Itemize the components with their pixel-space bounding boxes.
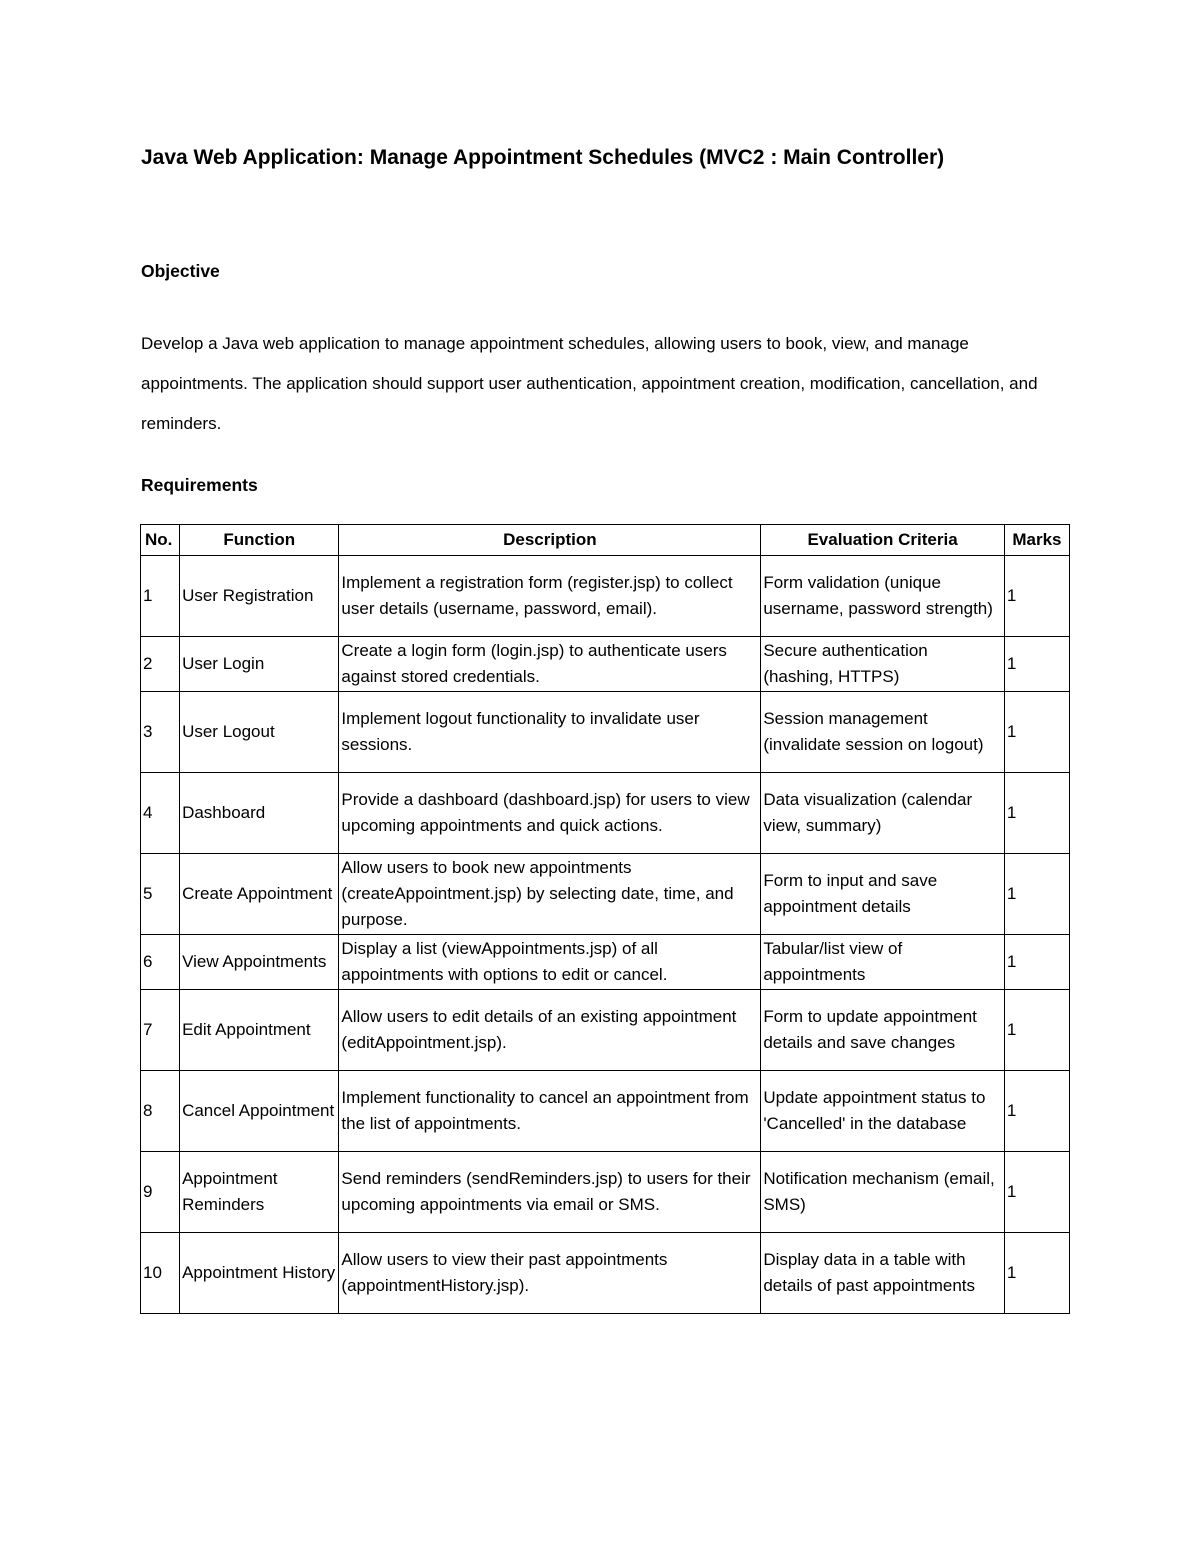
cell-criteria: Display data in a table with details of past appointments [761,1233,1005,1314]
cell-marks: 1 [1004,854,1069,935]
header-description: Description [339,525,761,556]
cell-criteria: Update appointment status to 'Cancelled' in the database [761,1071,1005,1152]
header-function: Function [180,525,339,556]
cell-criteria: Notification mechanism (email, SMS) [761,1152,1005,1233]
cell-no: 10 [141,1233,180,1314]
requirements-table [140,524,1070,1314]
cell-function: Create Appointment [180,854,339,935]
cell-description: Display a list (viewAppointments.jsp) of all appointments with options to edit or cancel. [339,935,761,990]
cell-marks: 1 [1004,1233,1069,1314]
cell-criteria: Session management (invalidate session on logout) [761,692,1005,773]
requirements-heading: Requirements [141,475,258,495]
table-row [141,990,1070,1071]
cell-function: Appointment History [180,1233,339,1314]
table-row [141,1071,1070,1152]
cell-no: 3 [141,692,180,773]
table-row [141,935,1070,990]
cell-no: 9 [141,1152,180,1233]
table-row [141,854,1070,935]
cell-no: 7 [141,990,180,1071]
cell-criteria: Form to update appointment details and save changes [761,990,1005,1071]
cell-marks: 1 [1004,935,1069,990]
cell-description: Create a login form (login.jsp) to authenticate users against stored credentials. [339,637,761,692]
cell-marks: 1 [1004,556,1069,637]
cell-marks: 1 [1004,773,1069,854]
cell-description: Implement a registration form (register.jsp) to collect user details (username, password, email). [339,556,761,637]
cell-criteria: Form to input and save appointment details [761,854,1005,935]
cell-no: 2 [141,637,180,692]
document-title: Java Web Application: Manage Appointment Schedules (MVC2 : Main Controller) [141,146,945,169]
table-row [141,692,1070,773]
header-no: No. [141,525,180,556]
cell-description: Allow users to book new appointments (createAppointment.jsp) by selecting date, time, and purpose. [339,854,761,935]
cell-no: 8 [141,1071,180,1152]
header-marks: Marks [1004,525,1069,556]
cell-function: Dashboard [180,773,339,854]
cell-function: User Registration [180,556,339,637]
cell-marks: 1 [1004,692,1069,773]
cell-marks: 1 [1004,637,1069,692]
objective-heading: Objective [141,261,220,281]
table-row [141,556,1070,637]
cell-marks: 1 [1004,990,1069,1071]
table-row [141,1152,1070,1233]
cell-description: Allow users to edit details of an existing appointment (editAppointment.jsp). [339,990,761,1071]
cell-marks: 1 [1004,1071,1069,1152]
cell-criteria: Secure authentication (hashing, HTTPS) [761,637,1005,692]
cell-function: View Appointments [180,935,339,990]
cell-criteria: Data visualization (calendar view, summary) [761,773,1005,854]
header-evaluation-criteria: Evaluation Criteria [761,525,1005,556]
cell-description: Implement logout functionality to invalidate user sessions. [339,692,761,773]
cell-description: Allow users to view their past appointments (appointmentHistory.jsp). [339,1233,761,1314]
table-row [141,1233,1070,1314]
cell-no: 4 [141,773,180,854]
objective-paragraph: Develop a Java web application to manage appointment schedules, allowing users to book, view, and manage appointments. The application should support user authentication, appointment creation, modification, cancellation, and reminders. [141,334,1038,433]
cell-no: 6 [141,935,180,990]
table-header-row [141,525,1070,556]
cell-description: Send reminders (sendReminders.jsp) to users for their upcoming appointments via email or SMS. [339,1152,761,1233]
cell-description: Provide a dashboard (dashboard.jsp) for users to view upcoming appointments and quick actions. [339,773,761,854]
cell-function: Appointment Reminders [180,1152,339,1233]
cell-function: User Logout [180,692,339,773]
cell-criteria: Form validation (unique username, password strength) [761,556,1005,637]
cell-function: Cancel Appointment [180,1071,339,1152]
cell-criteria: Tabular/list view of appointments [761,935,1005,990]
table-row [141,773,1070,854]
cell-function: User Login [180,637,339,692]
cell-no: 1 [141,556,180,637]
cell-no: 5 [141,854,180,935]
cell-function: Edit Appointment [180,990,339,1071]
cell-marks: 1 [1004,1152,1069,1233]
cell-description: Implement functionality to cancel an appointment from the list of appointments. [339,1071,761,1152]
table-row [141,637,1070,692]
